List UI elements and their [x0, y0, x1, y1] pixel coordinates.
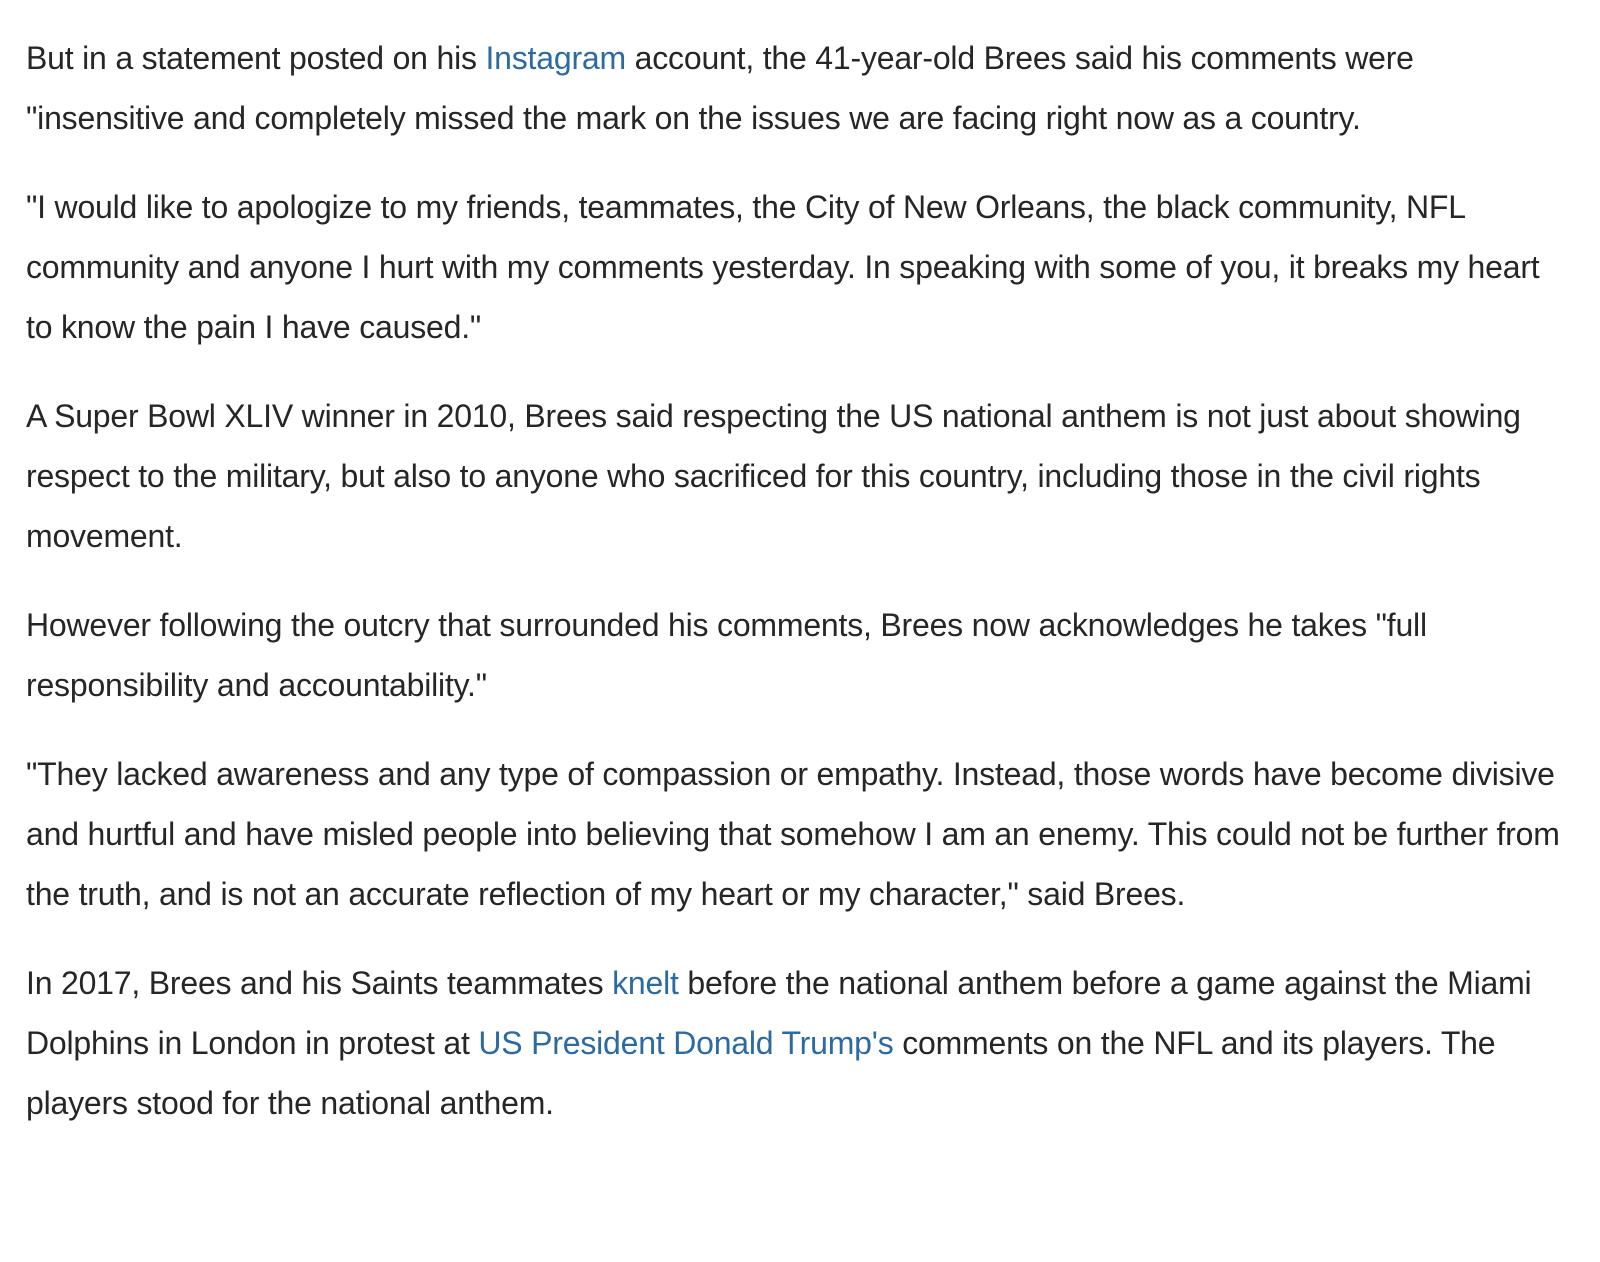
paragraph-super-bowl: A Super Bowl XLIV winner in 2010, Brees said respecting the US national anthem is not just about showing respect to the military, but also to anyone who sacrificed for this country, including those in the civil rights movement.: [26, 398, 1521, 554]
paragraph-responsibility: However following the outcry that surrounded his comments, Brees now acknowledges he takes "full responsibility and accountability.": [26, 607, 1427, 703]
paragraph-text: comments on the NFL and its players. The players stood for the national anthem.: [26, 1025, 1496, 1121]
paragraph-text: In 2017, Brees and his Saints teammates: [26, 965, 613, 1001]
paragraph-statement: [26, 28, 1574, 148]
paragraph-apology-quote: "I would like to apologize to my friends, teammates, the City of New Orleans, the black community, NFL community and anyone I hurt with my comments yesterday. In speaking with some of you, it breaks my heart to know the pain I have caused.": [26, 189, 1540, 345]
paragraph-awareness-quote: "They lacked awareness and any type of compassion or empathy. Instead, those words have become divisive and hurtful and have misled people into believing that somehow I am an enemy. This could not be further from the truth, and is not an accurate reflection of my heart or my character," said Brees.: [26, 756, 1560, 912]
trump-link[interactable]: US President Donald Trump's: [478, 1025, 894, 1061]
paragraph-text: But in a statement posted on his: [26, 40, 486, 76]
paragraph-text: before the national anthem before a game against the Miami Dolphins in London in protest at: [26, 965, 1532, 1061]
paragraph-text: account, the 41-year-old Brees said his comments were "insensitive and completely missed the mark on the issues we are facing right now as a country.: [26, 40, 1414, 136]
instagram-link[interactable]: Instagram: [485, 40, 626, 76]
knelt-link[interactable]: knelt: [612, 965, 679, 1001]
paragraph-kneel-2017: [26, 953, 1574, 1133]
